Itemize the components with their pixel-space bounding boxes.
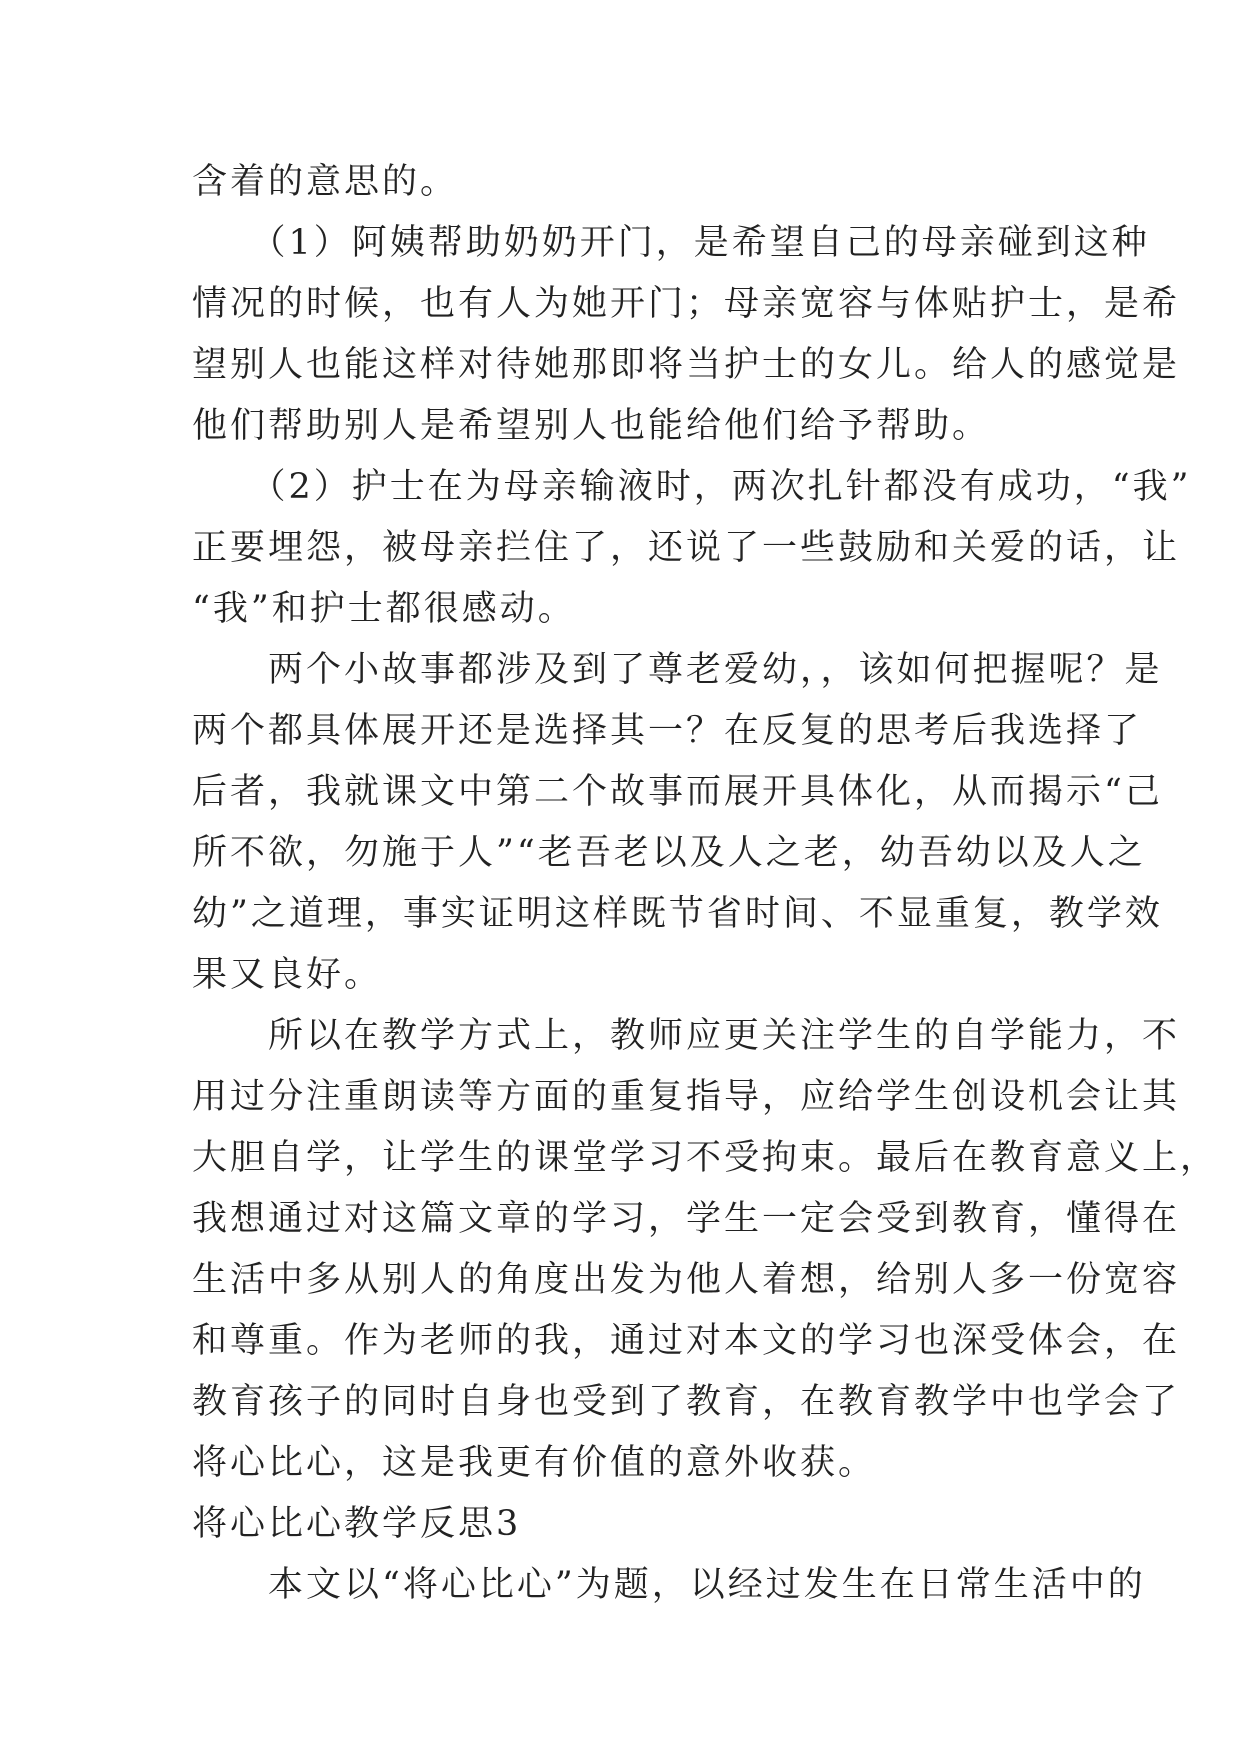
text-line: 情况的时候，也有人为她开门；母亲宽容与体贴护士，是希 (192, 284, 1181, 324)
section-heading: 将心比心教学反思3 (192, 1504, 522, 1544)
text-line: 将心比心，这是我更有价值的意外收获。 (192, 1443, 877, 1483)
text-line: 望别人也能这样对待她那即将当护士的女儿。给人的感觉是 (192, 345, 1181, 385)
text-line: 用过分注重朗读等方面的重复指导，应给学生创设机会让其 (192, 1077, 1181, 1117)
text-line: 所以在教学方式上，教师应更关注学生的自学能力，不 (192, 1016, 1181, 1056)
text-line: 我想通过对这篇文章的学习，学生一定会受到教育，懂得在 (192, 1199, 1181, 1239)
text-line: 大胆自学，让学生的课堂学习不受拘束。最后在教育意义上， (192, 1138, 1219, 1178)
text-line: 两个小故事都涉及到了尊老爱幼，，该如何把握呢？是 (192, 650, 1163, 690)
text-line: 幼”之道理，事实证明这样既节省时间、不显重复，教学效 (192, 894, 1163, 934)
text-line: 和尊重。作为老师的我，通过对本文的学习也深受体会，在 (192, 1321, 1181, 1361)
text-line: 教育孩子的同时自身也受到了教育，在教育教学中也学会了 (192, 1382, 1181, 1422)
text-line: “我”和护士都很感动。 (192, 589, 576, 629)
text-line: 后者，我就课文中第二个故事而展开具体化，从而揭示“己 (192, 772, 1163, 812)
text-line: （1）阿姨帮助奶奶开门，是希望自己的母亲碰到这种 (192, 223, 1150, 263)
text-line: 本文以“将心比心”为题，以经过发生在日常生活中的 (192, 1565, 1146, 1605)
text-line: 含着的意思的。 (192, 162, 459, 202)
text-line: 他们帮助别人是希望别人也能给他们给予帮助。 (192, 406, 991, 446)
document-body (192, 152, 1219, 1616)
text-line: 两个都具体展开还是选择其一？在反复的思考后我选择了 (192, 711, 1143, 751)
text-line: 生活中多从别人的角度出发为他人着想，给别人多一份宽容 (192, 1260, 1181, 1300)
text-line: （2）护士在为母亲输液时，两次扎针都没有成功，“我” (192, 467, 1192, 507)
text-line: 果又良好。 (192, 955, 383, 995)
text-line: 正要埋怨，被母亲拦住了，还说了一些鼓励和关爱的话，让 (192, 528, 1181, 568)
text-line: 所不欲，勿施于人”“老吾老以及人之老，幼吾幼以及人之 (192, 833, 1146, 873)
